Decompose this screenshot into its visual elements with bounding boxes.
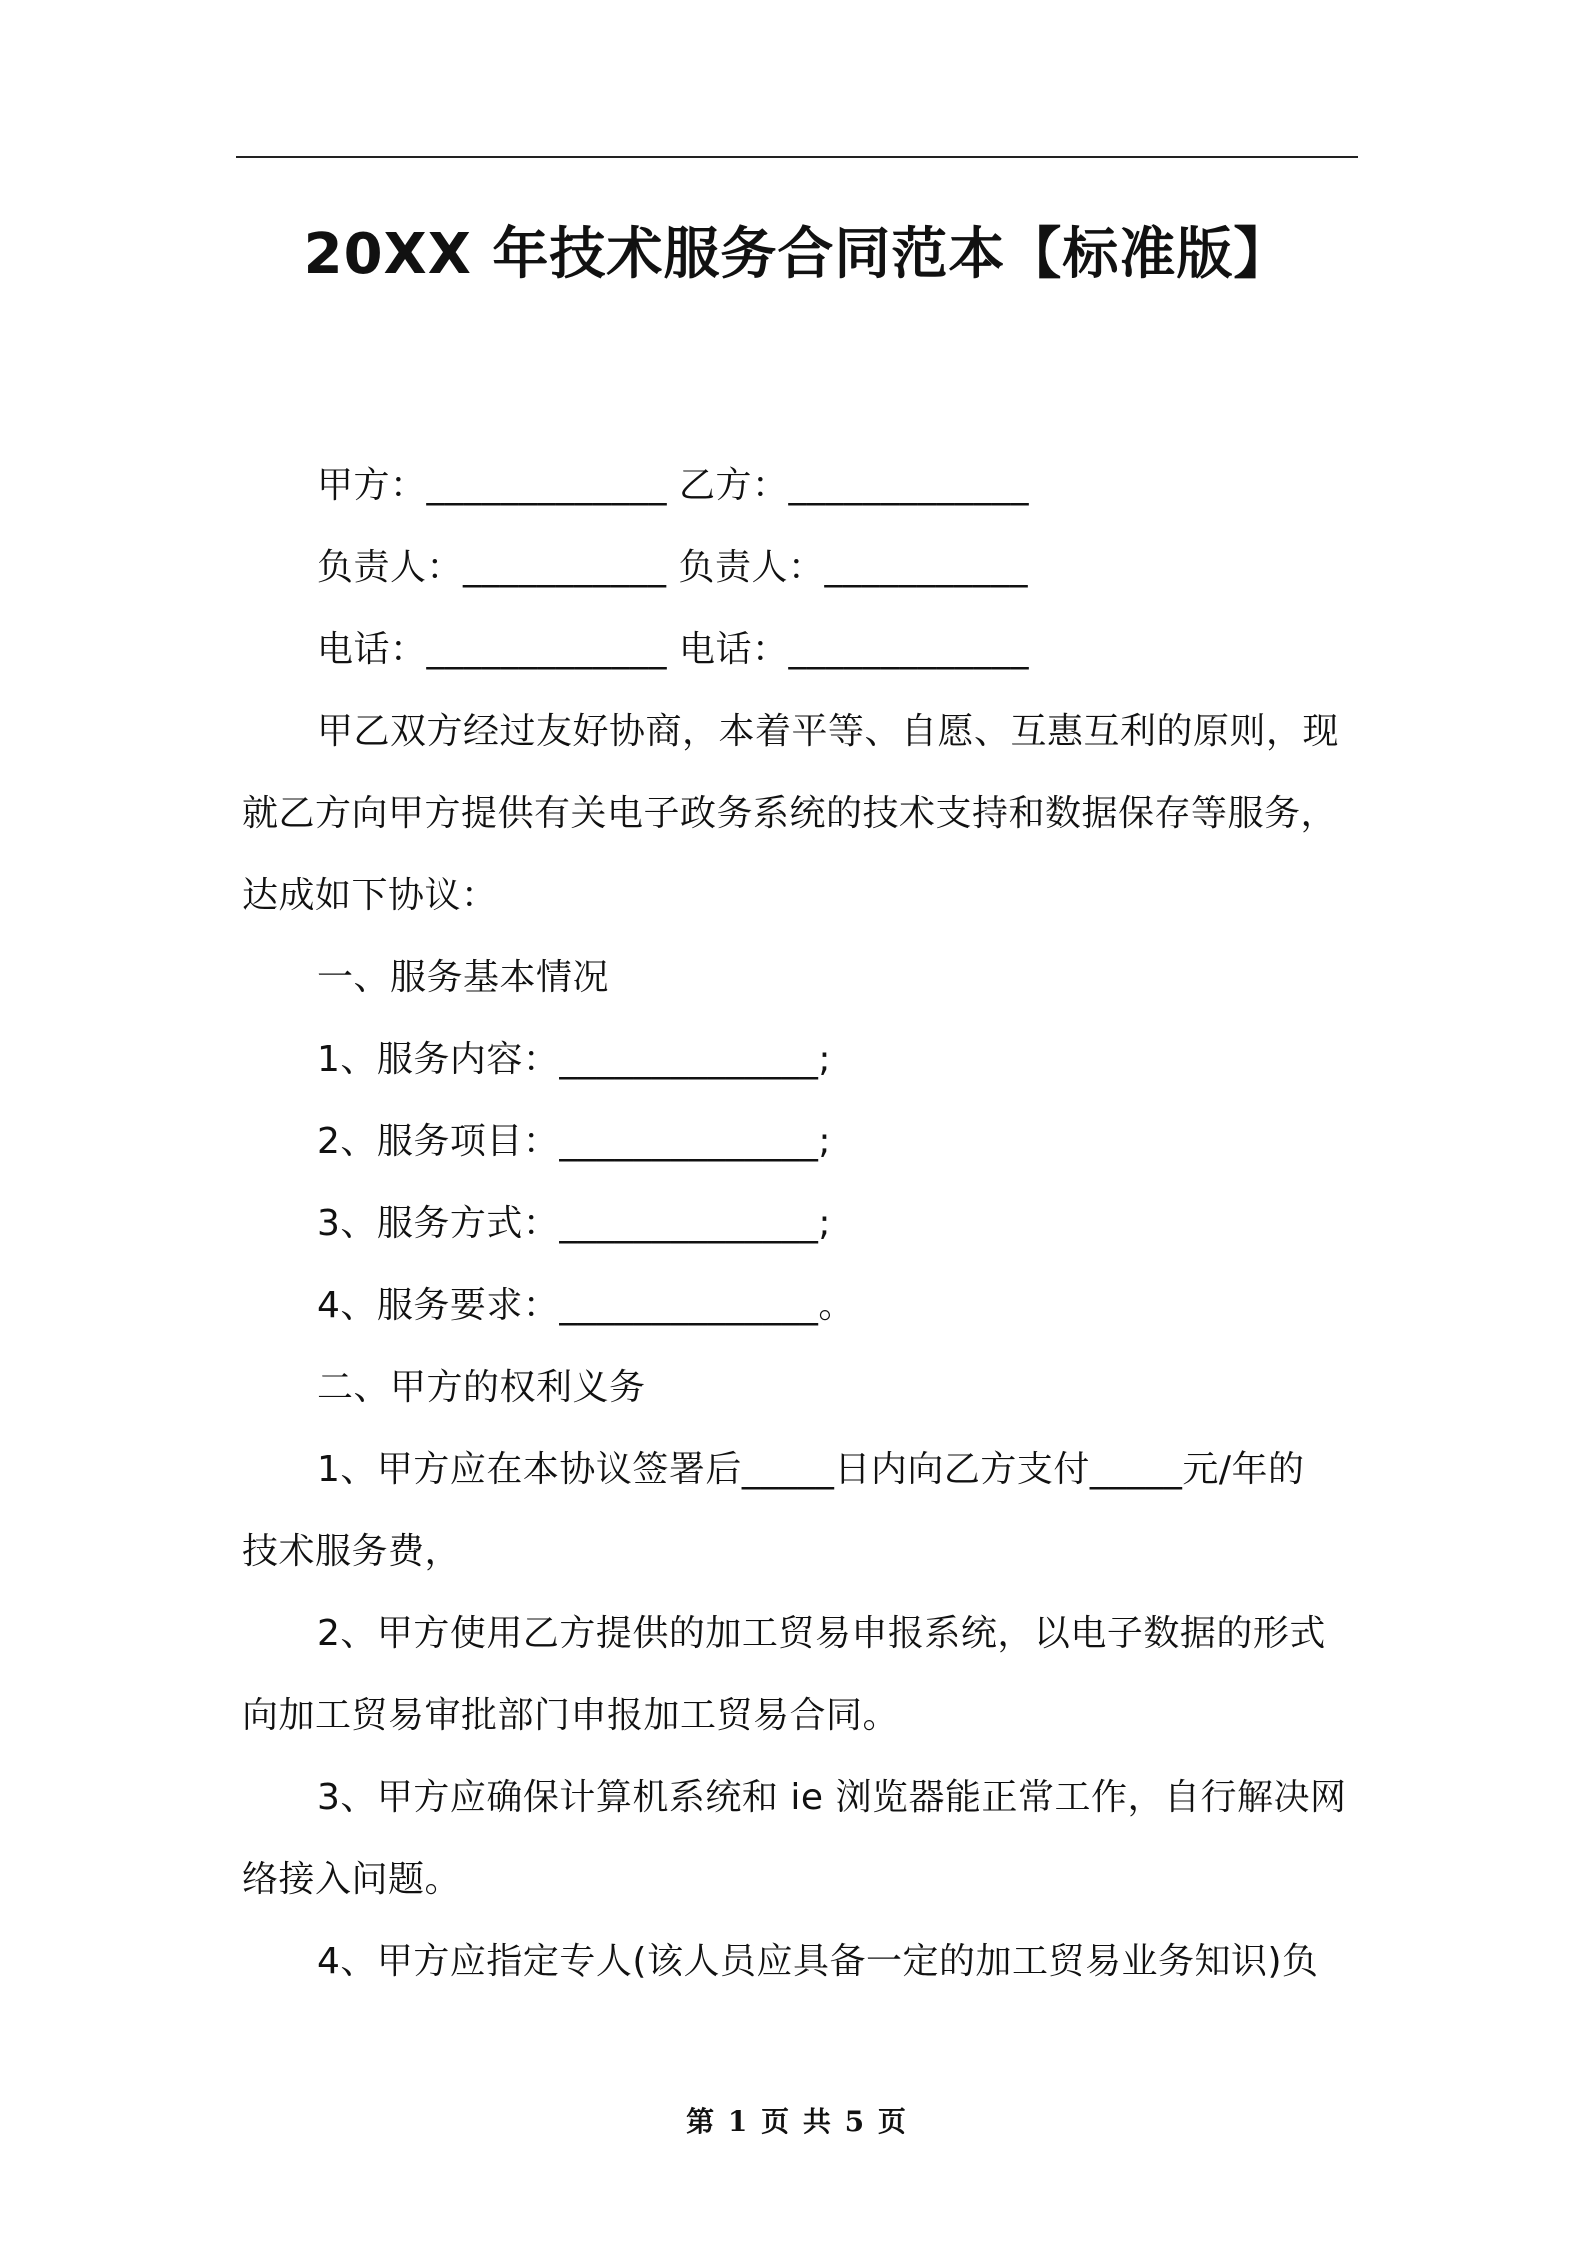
clause-line: 3、服务方式：______________;	[317, 1203, 832, 1244]
clause-line: 2、服务项目：______________;	[317, 1121, 832, 1162]
party-line: 甲方：_____________ 乙方：_____________	[317, 465, 1029, 506]
clause-line: 4、甲方应指定专人(该人员应具备一定的加工贸易业务知识)负	[317, 1941, 1319, 1982]
clause-line: 技术服务费，	[242, 1531, 462, 1572]
document-title: 20XX 年技术服务合同范本【标准版】	[303, 222, 1291, 287]
page-number: 第 1 页 共 5 页	[686, 2105, 908, 2138]
paragraph-line: 就乙方向甲方提供有关电子政务系统的技术支持和数据保存等服务，	[242, 793, 1338, 834]
section-heading: 一、服务基本情况	[317, 957, 610, 998]
clause-line: 络接入问题。	[242, 1859, 462, 1900]
clause-line: 4、服务要求：______________。	[317, 1285, 855, 1326]
clause-line: 向加工贸易审批部门申报加工贸易合同。	[242, 1695, 900, 1736]
phone-line: 电话：_____________ 电话：_____________	[317, 629, 1029, 670]
clause-line: 2、甲方使用乙方提供的加工贸易申报系统，以电子数据的形式	[317, 1613, 1326, 1654]
clause-line: 1、甲方应在本协议签署后_____日内向乙方支付_____元/年的	[317, 1449, 1305, 1490]
section-heading: 二、甲方的权利义务	[317, 1367, 646, 1408]
paragraph-line: 达成如下协议：	[242, 875, 498, 916]
paragraph-line: 甲乙双方经过友好协商，本着平等、自愿、互惠互利的原则，现	[317, 711, 1340, 752]
header-rule	[236, 156, 1358, 158]
clause-line: 3、甲方应确保计算机系统和 ie 浏览器能正常工作，自行解决网	[317, 1777, 1347, 1818]
clause-line: 1、服务内容：______________;	[317, 1039, 832, 1080]
responsible-person-line: 负责人：___________ 负责人：___________	[317, 547, 1028, 588]
